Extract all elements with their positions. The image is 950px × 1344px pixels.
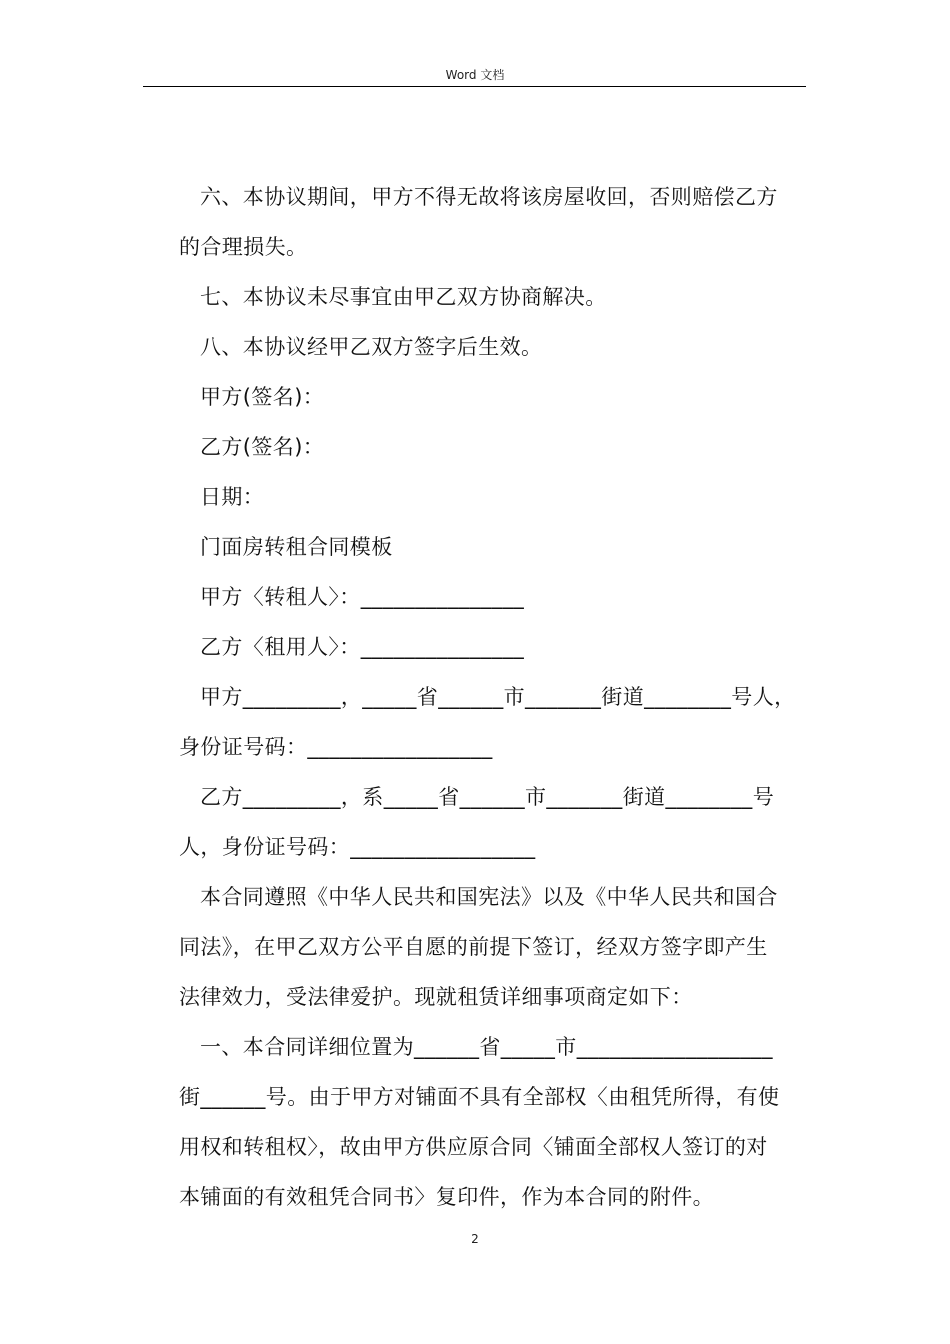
- lessee-line: 乙方〈租用人〉：_______________: [200, 635, 525, 659]
- party-a-signature: 甲方(签名)：: [200, 385, 325, 409]
- clause-eight: 八、本协议经甲乙双方签字后生效。: [200, 335, 543, 359]
- date-field: 日期：: [200, 485, 265, 509]
- party-b-address-line: 乙方_________，系_____省______市_______街道________号: [200, 785, 775, 809]
- page-header-title: Word 文档: [445, 68, 505, 82]
- contract-title: 门面房转租合同模板: [200, 535, 393, 559]
- preamble-line-3: 法律效力，受法律爱护。现就租赁详细事项商定如下：: [179, 985, 693, 1009]
- party-b-id-line: 人，身份证号码：_________________: [179, 835, 536, 859]
- document-body: [179, 172, 819, 1222]
- party-b-signature: 乙方(签名)：: [200, 435, 325, 459]
- sublessor-line: 甲方〈转租人〉：_______________: [200, 585, 525, 609]
- article-one-line-2: 街______号。由于甲方对铺面不具有全部权〈由租凭所得，有使: [179, 1085, 780, 1109]
- article-one-line-3: 用权和转租权〉，故由甲方供应原合同〈铺面全部权人签订的对: [179, 1135, 768, 1159]
- party-a-id-line: 身份证号码：_________________: [179, 735, 493, 759]
- preamble-line-2: 同法》，在甲乙双方公平自愿的前提下签订，经双方签字即产生: [179, 935, 768, 959]
- preamble-line-1: 本合同遵照《中华人民共和国宪法》以及《中华人民共和国合: [200, 885, 778, 909]
- clause-six-line: 六、本协议期间，甲方不得无故将该房屋收回，否则赔偿乙方: [200, 185, 778, 209]
- page-number: 2: [471, 1232, 479, 1246]
- clause-seven: 七、本协议未尽事宜由甲乙双方协商解决。: [200, 285, 607, 309]
- article-one-line-1: 一、本合同详细位置为______省_____市__________________: [200, 1035, 773, 1059]
- header-rule: [143, 86, 806, 87]
- party-a-address-line: 甲方_________，_____省______市_______街道________号人，: [200, 685, 796, 709]
- clause-six-continuation: 的合理损失。: [179, 235, 308, 259]
- article-one-line-4: 本铺面的有效租凭合同书〉复印件，作为本合同的附件。: [179, 1185, 714, 1209]
